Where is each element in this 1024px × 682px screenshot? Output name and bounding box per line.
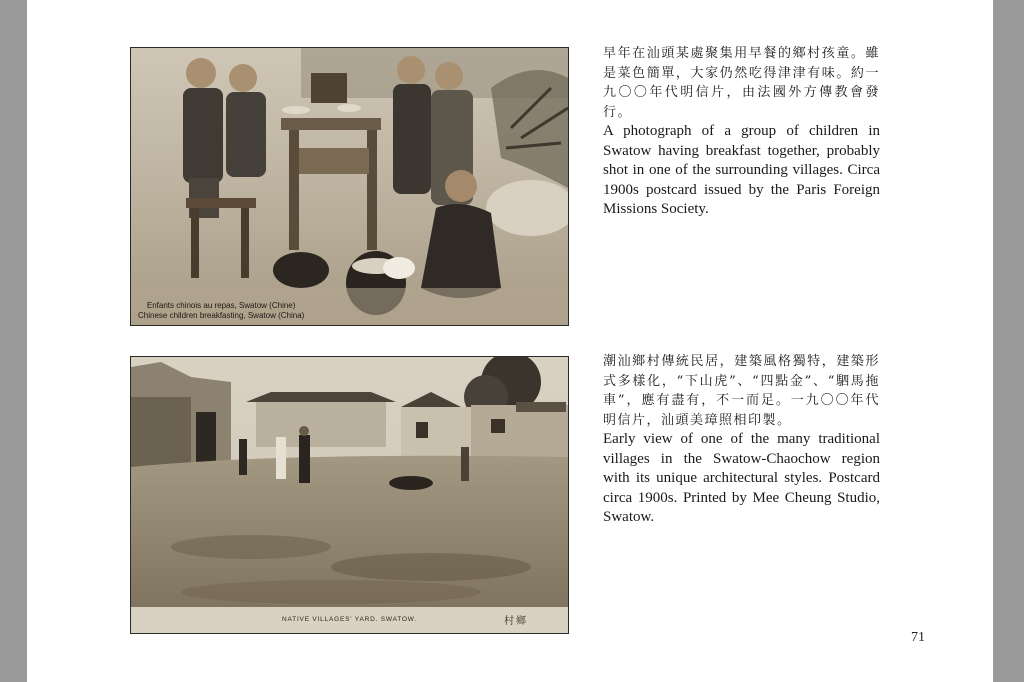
text1-chinese: 早年在汕頭某處聚集用早餐的鄉村孩童。雖是菜色簡單，大家仍然吃得津津有味。約一九〇〇年代明信片，由法國外方傳教會發行。 [603,46,880,120]
photo-village-yard [130,356,569,634]
text-block-1 [603,44,880,220]
photo1-caption-en: Chinese children breakfasting, Swatow (China) [138,311,305,320]
text2-chinese: 潮汕鄉村傳統民居，建築風格獨特，建築形式多樣化，“下山虎”、“四點金”、“駟馬拖車”，應有盡有，不一而足。一九〇〇年代明信片，汕頭美璋照相印製。 [603,354,880,428]
photo2-caption-en: NATIVE VILLAGES' YARD. SWATOW. [282,616,417,623]
text1-english: A photograph of a group of children in Swatow having breakfast together, probably shot in one of the surrounding villages. Circa 1900s postcard issued by the Paris Foreign Missions Society. [603,123,880,217]
text2-english: Early view of one of the many traditional villages in the Swatow-Chaochow region with its unique architectural styles. Postcard circa 1900s. Printed by Mee Cheung Studio, Swatow. [603,431,880,525]
photo2-caption-chinese: 村鄉 [504,616,528,627]
photo1-caption-fr: Enfants chinois au repas, Swatow (Chine) [146,301,296,310]
children-breakfast-illustration [131,48,568,325]
page-number: 71 [911,630,925,645]
text-block-2 [603,352,880,528]
village-yard-illustration [131,357,568,633]
photo1-caption [138,301,304,321]
photo-children-breakfast [130,47,569,326]
book-page [27,0,993,682]
